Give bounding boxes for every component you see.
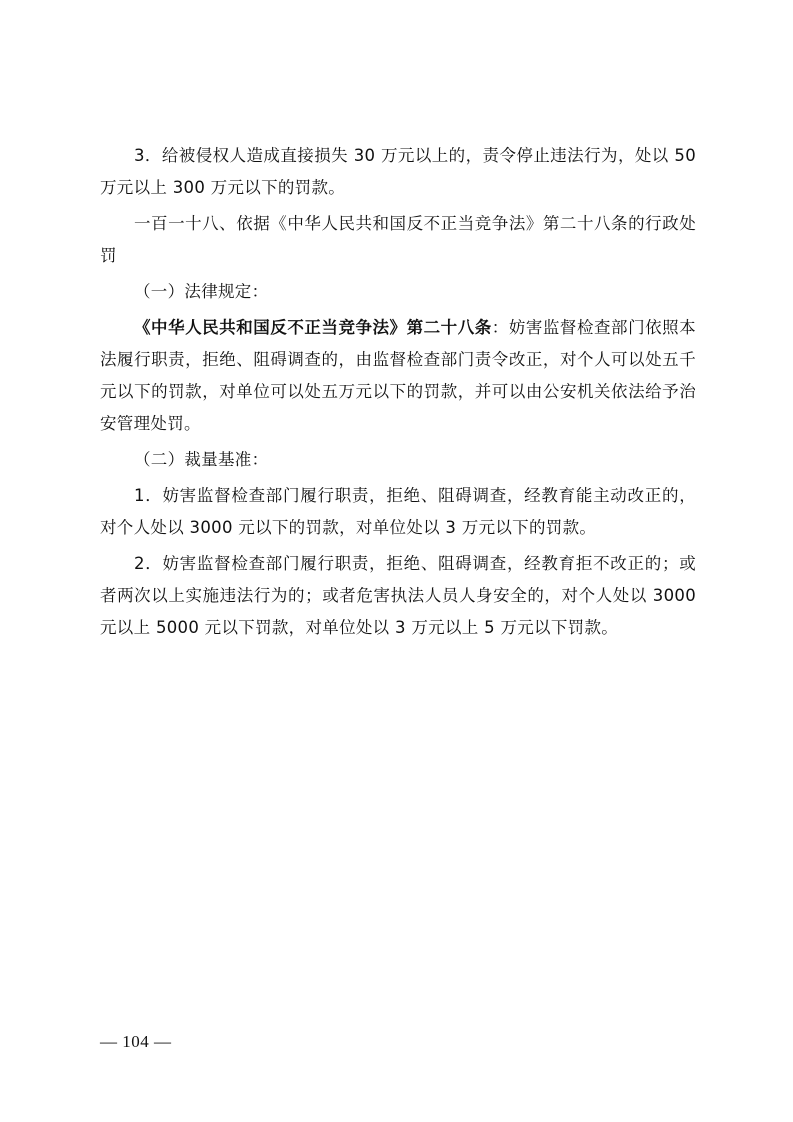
section-heading-118	[100, 208, 696, 272]
paragraph-text: 2．妨害监督检查部门履行职责，拒绝、阻碍调查，经教育拒不改正的；或者两次以上实施违法行为的；或者危害执法人员人身安全的，对个人处以 3000 元以上 5000 元以下罚款，对单位处以 3 万元以上 5 万元以下罚款。	[100, 554, 696, 637]
paragraph-text: 1．妨害监督检查部门履行职责，拒绝、阻碍调查，经教育能主动改正的，对个人处以 3000 元以下的罚款，对单位处以 3 万元以下的罚款。	[100, 486, 696, 537]
page-number: — 104 —	[100, 1032, 172, 1051]
section-heading-text: 一百一十八、依据《中华人民共和国反不正当竞争法》第二十八条的行政处罚	[100, 214, 696, 265]
paragraph-item-1	[100, 480, 696, 544]
paragraph-item-3	[100, 140, 696, 204]
law-article-title: 《中华人民共和国反不正当竞争法》第二十八条	[134, 318, 492, 337]
subheading-text: （二）裁量基准：	[134, 450, 269, 469]
paragraph-text: 3．给被侵权人造成直接损失 30 万元以上的，责令停止违法行为，处以 50 万元以上 300 万元以下的罚款。	[100, 146, 696, 197]
subheading-legal-provision	[100, 276, 696, 308]
paragraph-item-2	[100, 548, 696, 644]
law-article-text: ：妨害监督检查部门依照本法履行职责，拒绝、阻碍调查的，由监督检查部门责令改正，对个人可以处五千元以下的罚款，对单位可以处五万元以下的罚款，并可以由公安机关依法给予治安管理处罚。	[100, 318, 696, 433]
subheading-discretion-standard	[100, 444, 696, 476]
subheading-text: （一）法律规定：	[134, 282, 269, 301]
law-article-paragraph	[100, 312, 696, 440]
document-body	[100, 140, 696, 648]
